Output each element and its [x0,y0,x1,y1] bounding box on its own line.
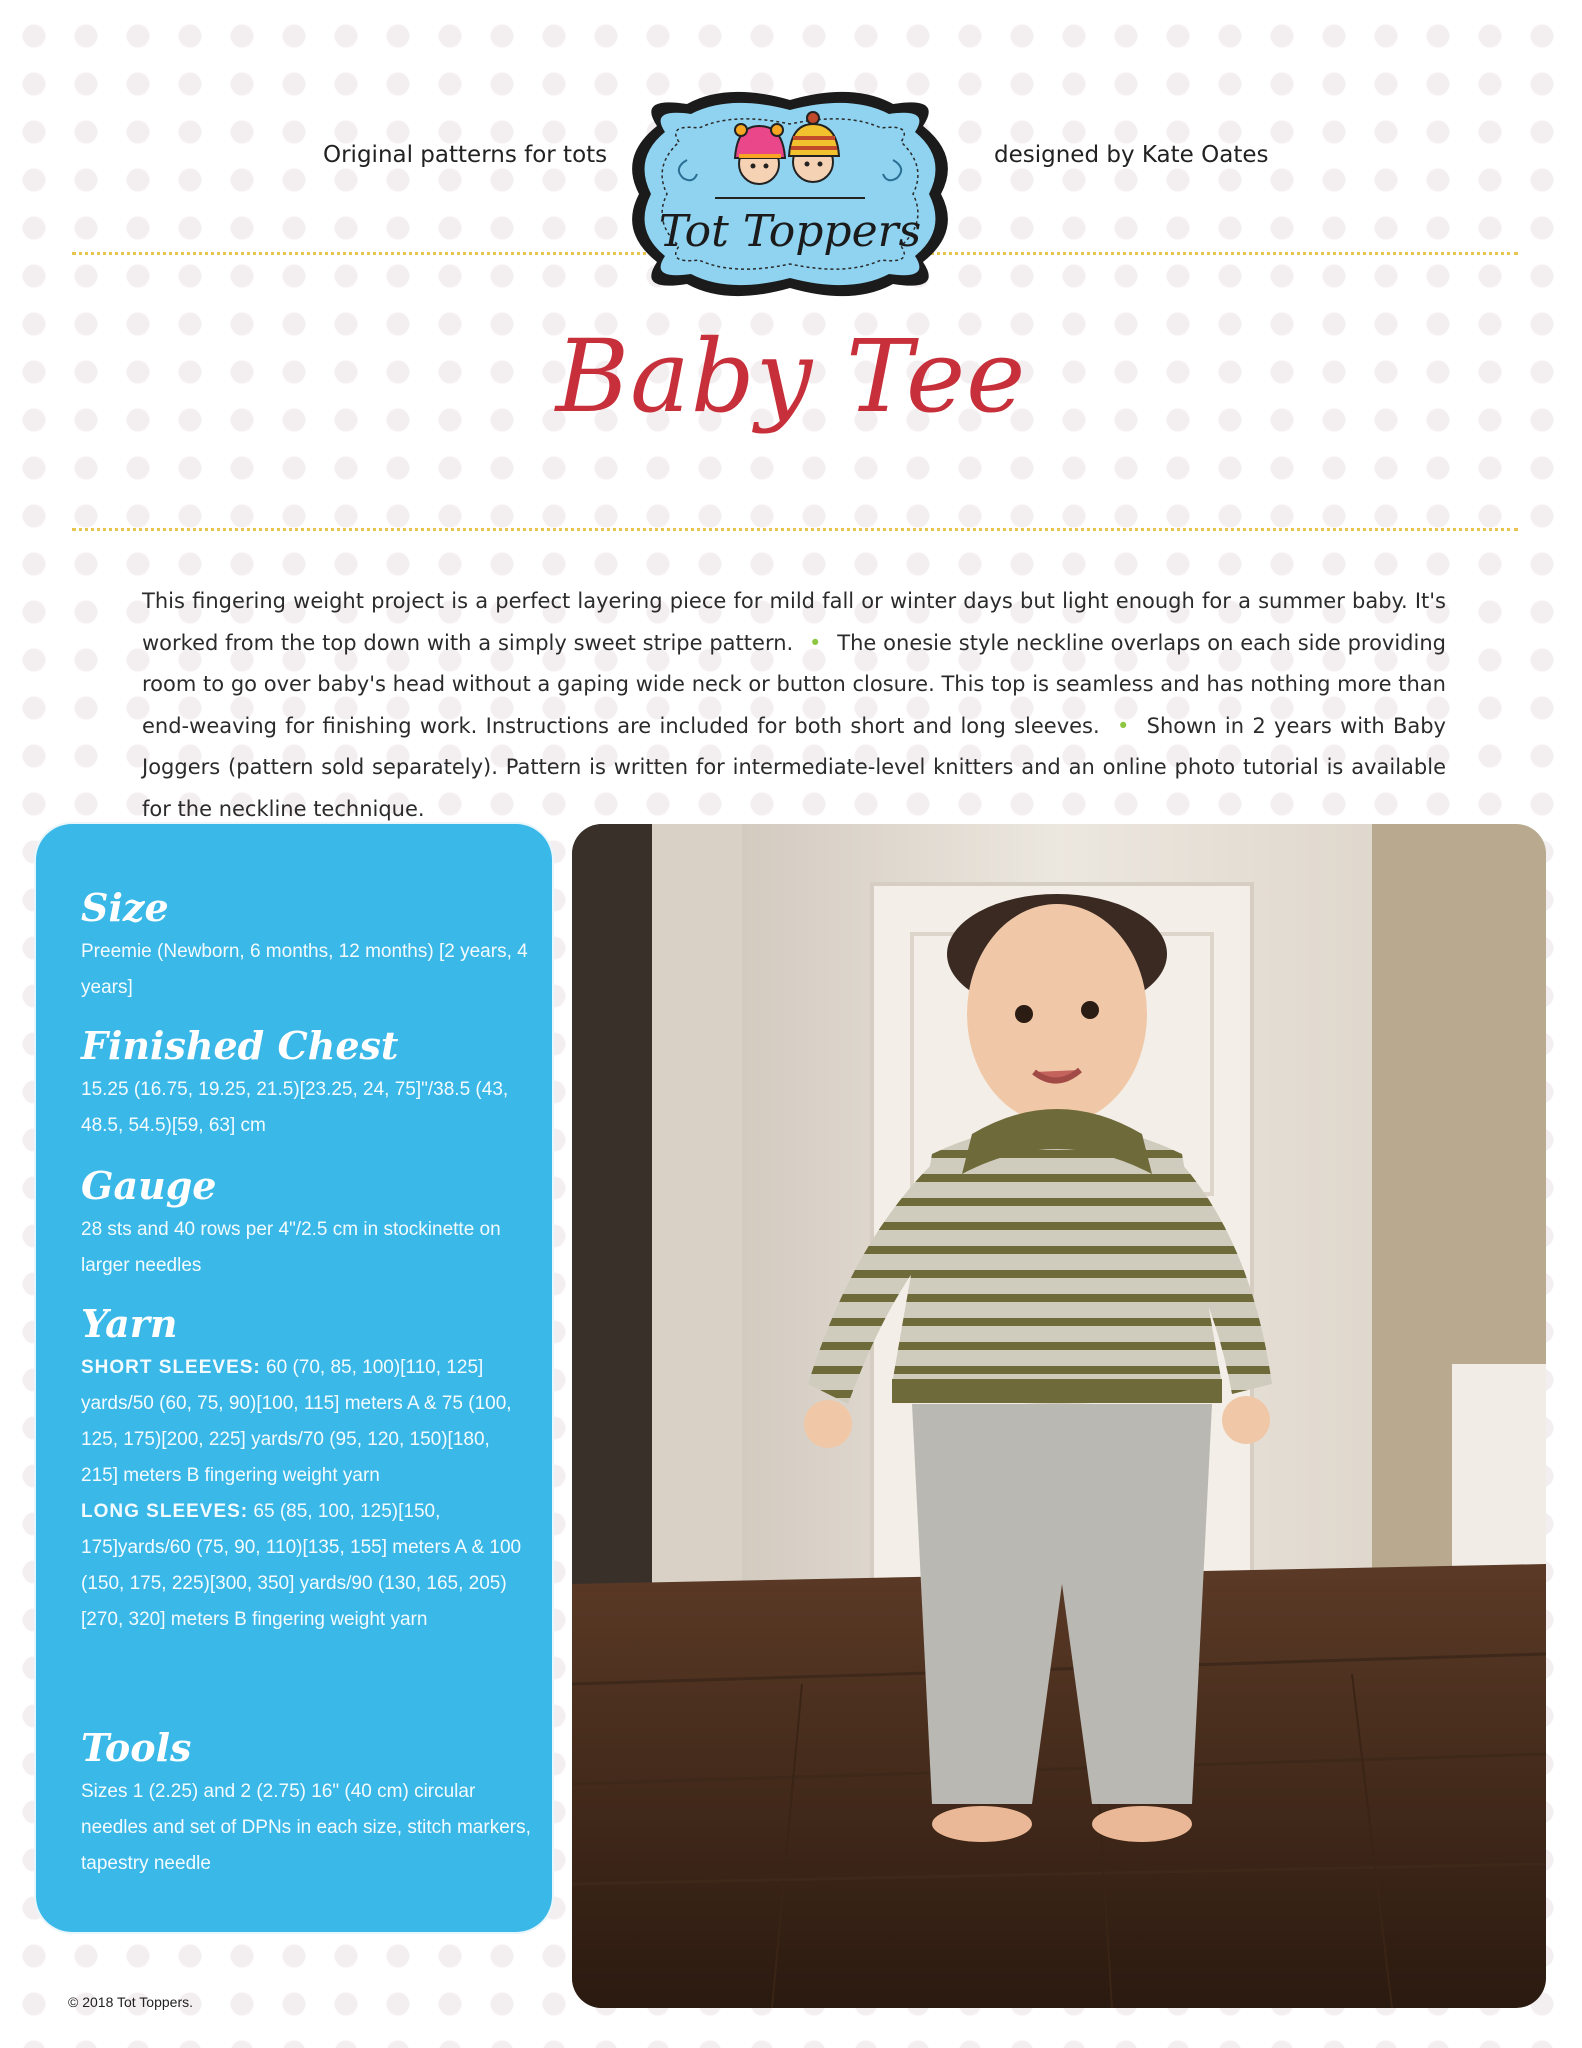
long-sleeves-label: LONG SLEEVES: [81,1501,249,1522]
size-text: Preemie (Newborn, 6 months, 12 months) [2 years, 4 years] [81,941,528,998]
pattern-details-panel [36,824,552,1932]
yarn-text [81,1350,531,1638]
gauge-section [81,1164,531,1284]
tools-text: Sizes 1 (2.25) and 2 (2.75) 16" (40 cm) circular needles and set of DPNs in each size, stitch markers, tapestry needle [81,1781,531,1874]
bullet-separator: • [1116,713,1130,738]
gauge-text: 28 sts and 40 rows per 4"/2.5 cm in stockinette on larger needles [81,1219,501,1276]
chest-heading: Finished Chest [81,1023,399,1068]
intro-part-2: The onesie style neckline overlaps on each side providing room to go over baby's head without a gaping wide neck or button closure. This top is seamless and has nothing more than end-weaving for finishing work. Instructions are included for both short and long sleeves. [142,630,1446,738]
tagline-left: Original patterns for tots [323,142,608,168]
size-section [81,886,531,1006]
bullet-separator: • [809,630,822,655]
chest-text: 15.25 (16.75, 19.25, 21.5)[23.25, 24, 75]"/38.5 (43, 48.5, 54.5)[59, 63] cm [81,1079,509,1136]
intro-paragraph [142,581,1446,830]
tools-section [81,1726,531,1882]
short-sleeves-text: 60 (70, 85, 100)[110, 125] yards/50 (60, 75, 90)[100, 115] meters A & 75 (100, 125, 175)[200, 225] yards/70 (95, 120, 150)[180, 215] meters B fingering weight yarn [81,1357,512,1486]
tools-heading: Tools [81,1725,192,1770]
intro-part-3: Shown in 2 years with Baby Joggers (pattern sold separately). Pattern is written for intermediate-level knitters and an online photo tutorial is available for the neckline technique. [142,713,1446,821]
intro-part-1: This fingering weight project is a perfect layering piece for mild fall or winter days but light enough for a summer baby. It's worked from the top down with a simply sweet stripe pattern. [142,589,1446,655]
short-sleeves-label: SHORT SLEEVES: [81,1357,261,1378]
gauge-heading: Gauge [81,1163,217,1208]
tot-toppers-logo [617,86,963,302]
baby-photo [572,824,1546,2008]
chest-section [81,1024,531,1144]
size-heading: Size [81,885,169,930]
logo-text: Tot Toppers [658,206,922,257]
tagline-right: designed by Kate Oates [994,142,1269,168]
page-title: Baby Tee [555,318,1027,435]
yarn-heading: Yarn [81,1301,178,1346]
long-sleeves-text: 65 (85, 100, 125)[150, 175]yards/60 (75, 90, 110)[135, 155] meters A & 100 (150, 175, 225)[300, 350] yards/90 (130, 165, 205)[270, 320] meters B fingering weight yarn [81,1501,522,1630]
title-divider [72,528,1518,531]
copyright-notice: © 2018 Tot Toppers. [68,1994,193,2010]
yarn-section [81,1302,531,1638]
